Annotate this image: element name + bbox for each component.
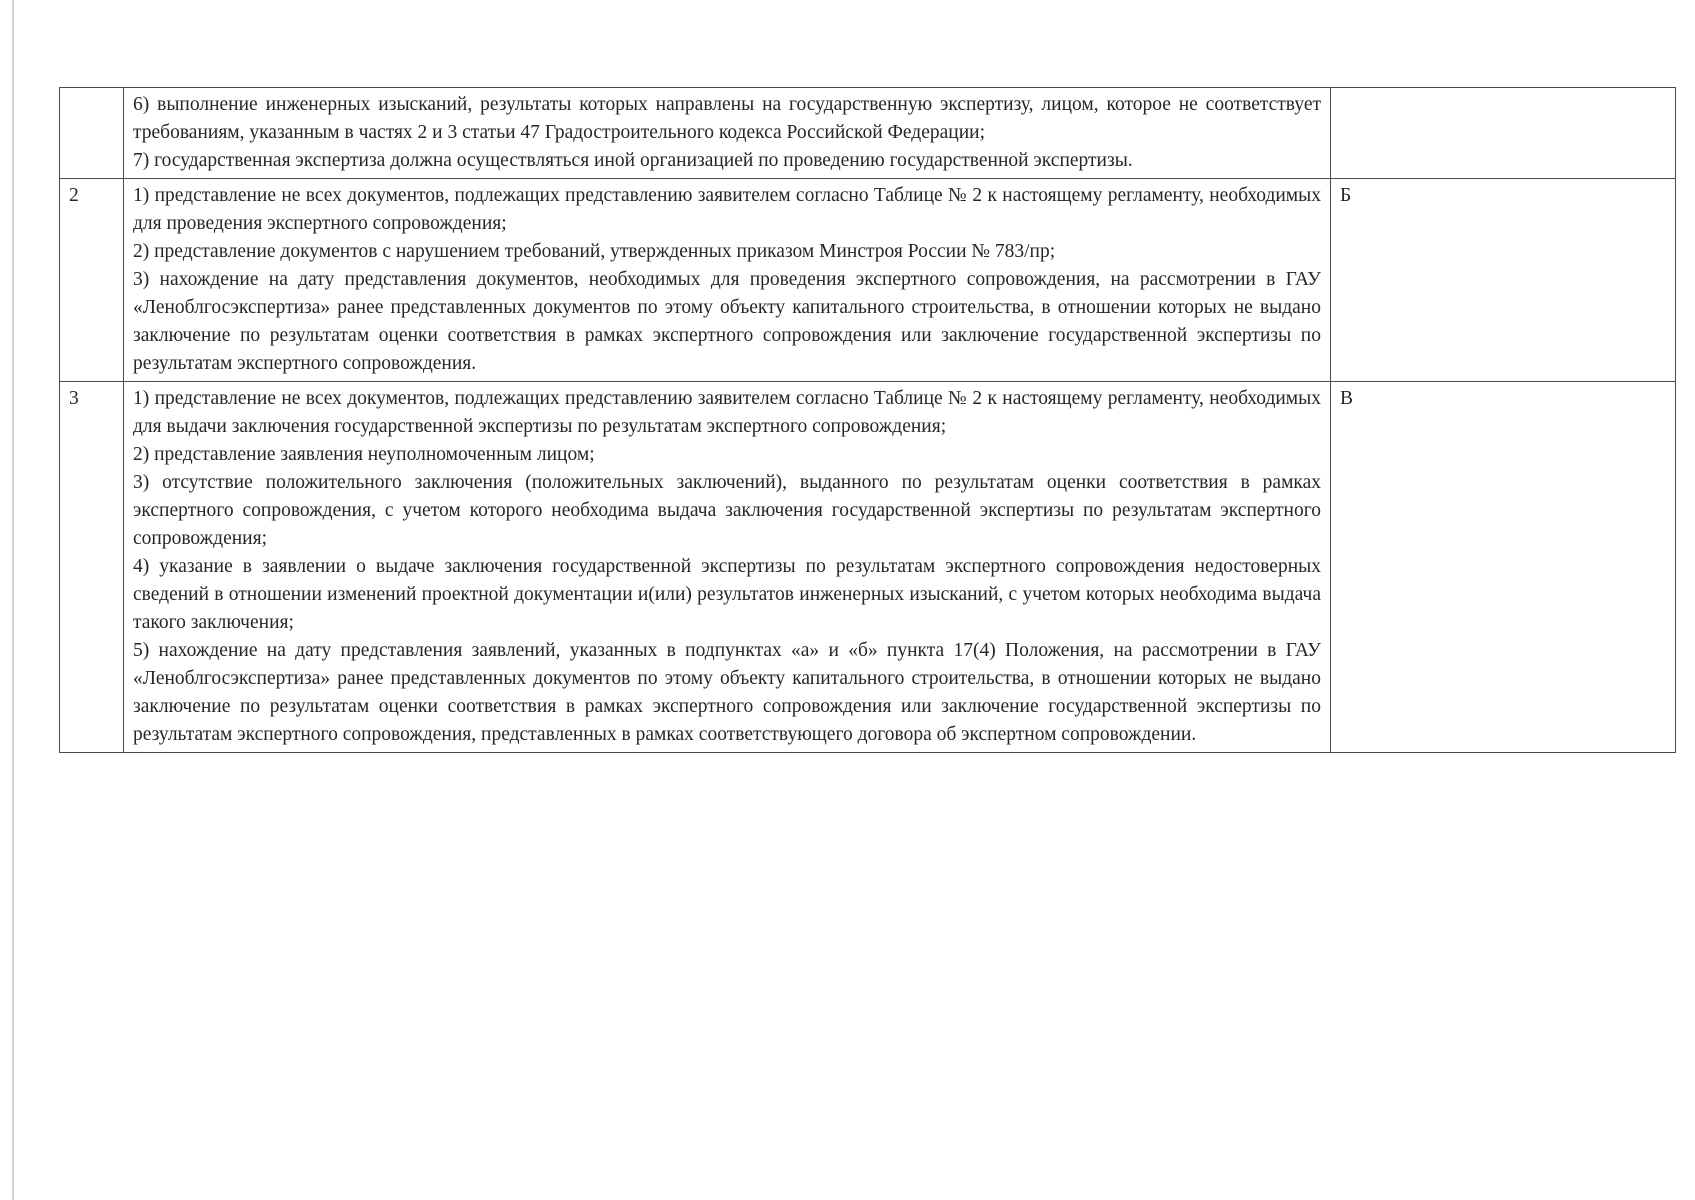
list-item: 2) представление документов с нарушением требований, утвержденных приказом Минстроя России № 783/пр; — [133, 241, 1056, 262]
list-item: 5) нахождение на дату представления заявлений, указанных в подпунктах «а» и «б» пункта 17(4) Положения, на рассмотрении в ГАУ «Леноблгосэкспертиза» ранее представленных документов по этому объекту капитального строительства, в отношении которых не выдано заключение по результатам оценки соответствия в рамках экспертного сопровождения или заключение государственной экспертизы по результатам экспертного сопровождения, представленных в рамках соответствующего договора об экспертном сопровождении. — [133, 640, 1321, 745]
scan-edge-line — [12, 0, 14, 1200]
row-text — [124, 179, 1331, 382]
table-row — [60, 88, 1676, 179]
list-item: 6) выполнение инженерных изысканий, результаты которых направлены на государственную экспертизу, лицом, которое не соответствует требованиям, указанным в частях 2 и 3 статьи 47 Градостроительного кодекса Российской Федерации; — [133, 94, 1321, 143]
list-item: 4) указание в заявлении о выдаче заключения государственной экспертизы по результатам экспертного сопровождения недостоверных сведений в отношении изменений проектной документации и(или) результатов инженерных изысканий, с учетом которых необходима выдача такого заключения; — [133, 556, 1321, 633]
list-item: 7) государственная экспертиза должна осуществляться иной организацией по проведению государственной экспертизы. — [133, 150, 1133, 171]
row-number — [60, 88, 124, 179]
list-item: 1) представление не всех документов, подлежащих представлению заявителем согласно Таблице № 2 к настоящему регламенту, необходимых для проведения экспертного сопровождения; — [133, 185, 1321, 234]
row-code: Б — [1331, 179, 1676, 382]
table-row — [60, 179, 1676, 382]
row-number: 2 — [60, 179, 124, 382]
list-item: 2) представление заявления неуполномоченным лицом; — [133, 444, 595, 465]
row-code — [1331, 88, 1676, 179]
list-item: 1) представление не всех документов, подлежащих представлению заявителем согласно Таблице № 2 к настоящему регламенту, необходимых для выдачи заключения государственной экспертизы по результатам экспертного сопровождения; — [133, 388, 1321, 437]
row-code: В — [1331, 382, 1676, 753]
row-text — [124, 88, 1331, 179]
row-number: 3 — [60, 382, 124, 753]
table-row — [60, 382, 1676, 753]
refusal-grounds-table — [59, 87, 1676, 753]
row-text — [124, 382, 1331, 753]
list-item: 3) отсутствие положительного заключения (положительных заключений), выданного по результатам оценки соответствия в рамках экспертного сопровождения, с учетом которого необходима выдача заключения государственной экспертизы по результатам экспертного сопровождения; — [133, 472, 1321, 549]
list-item: 3) нахождение на дату представления документов, необходимых для проведения экспертного сопровождения, на рассмотрении в ГАУ «Леноблгосэкспертиза» ранее представленных документов по этому объекту капитального строительства, в отношении которых не выдано заключение по результатам оценки соответствия в рамках экспертного сопровождения или заключение государственной экспертизы по результатам экспертного сопровождения. — [133, 269, 1321, 374]
